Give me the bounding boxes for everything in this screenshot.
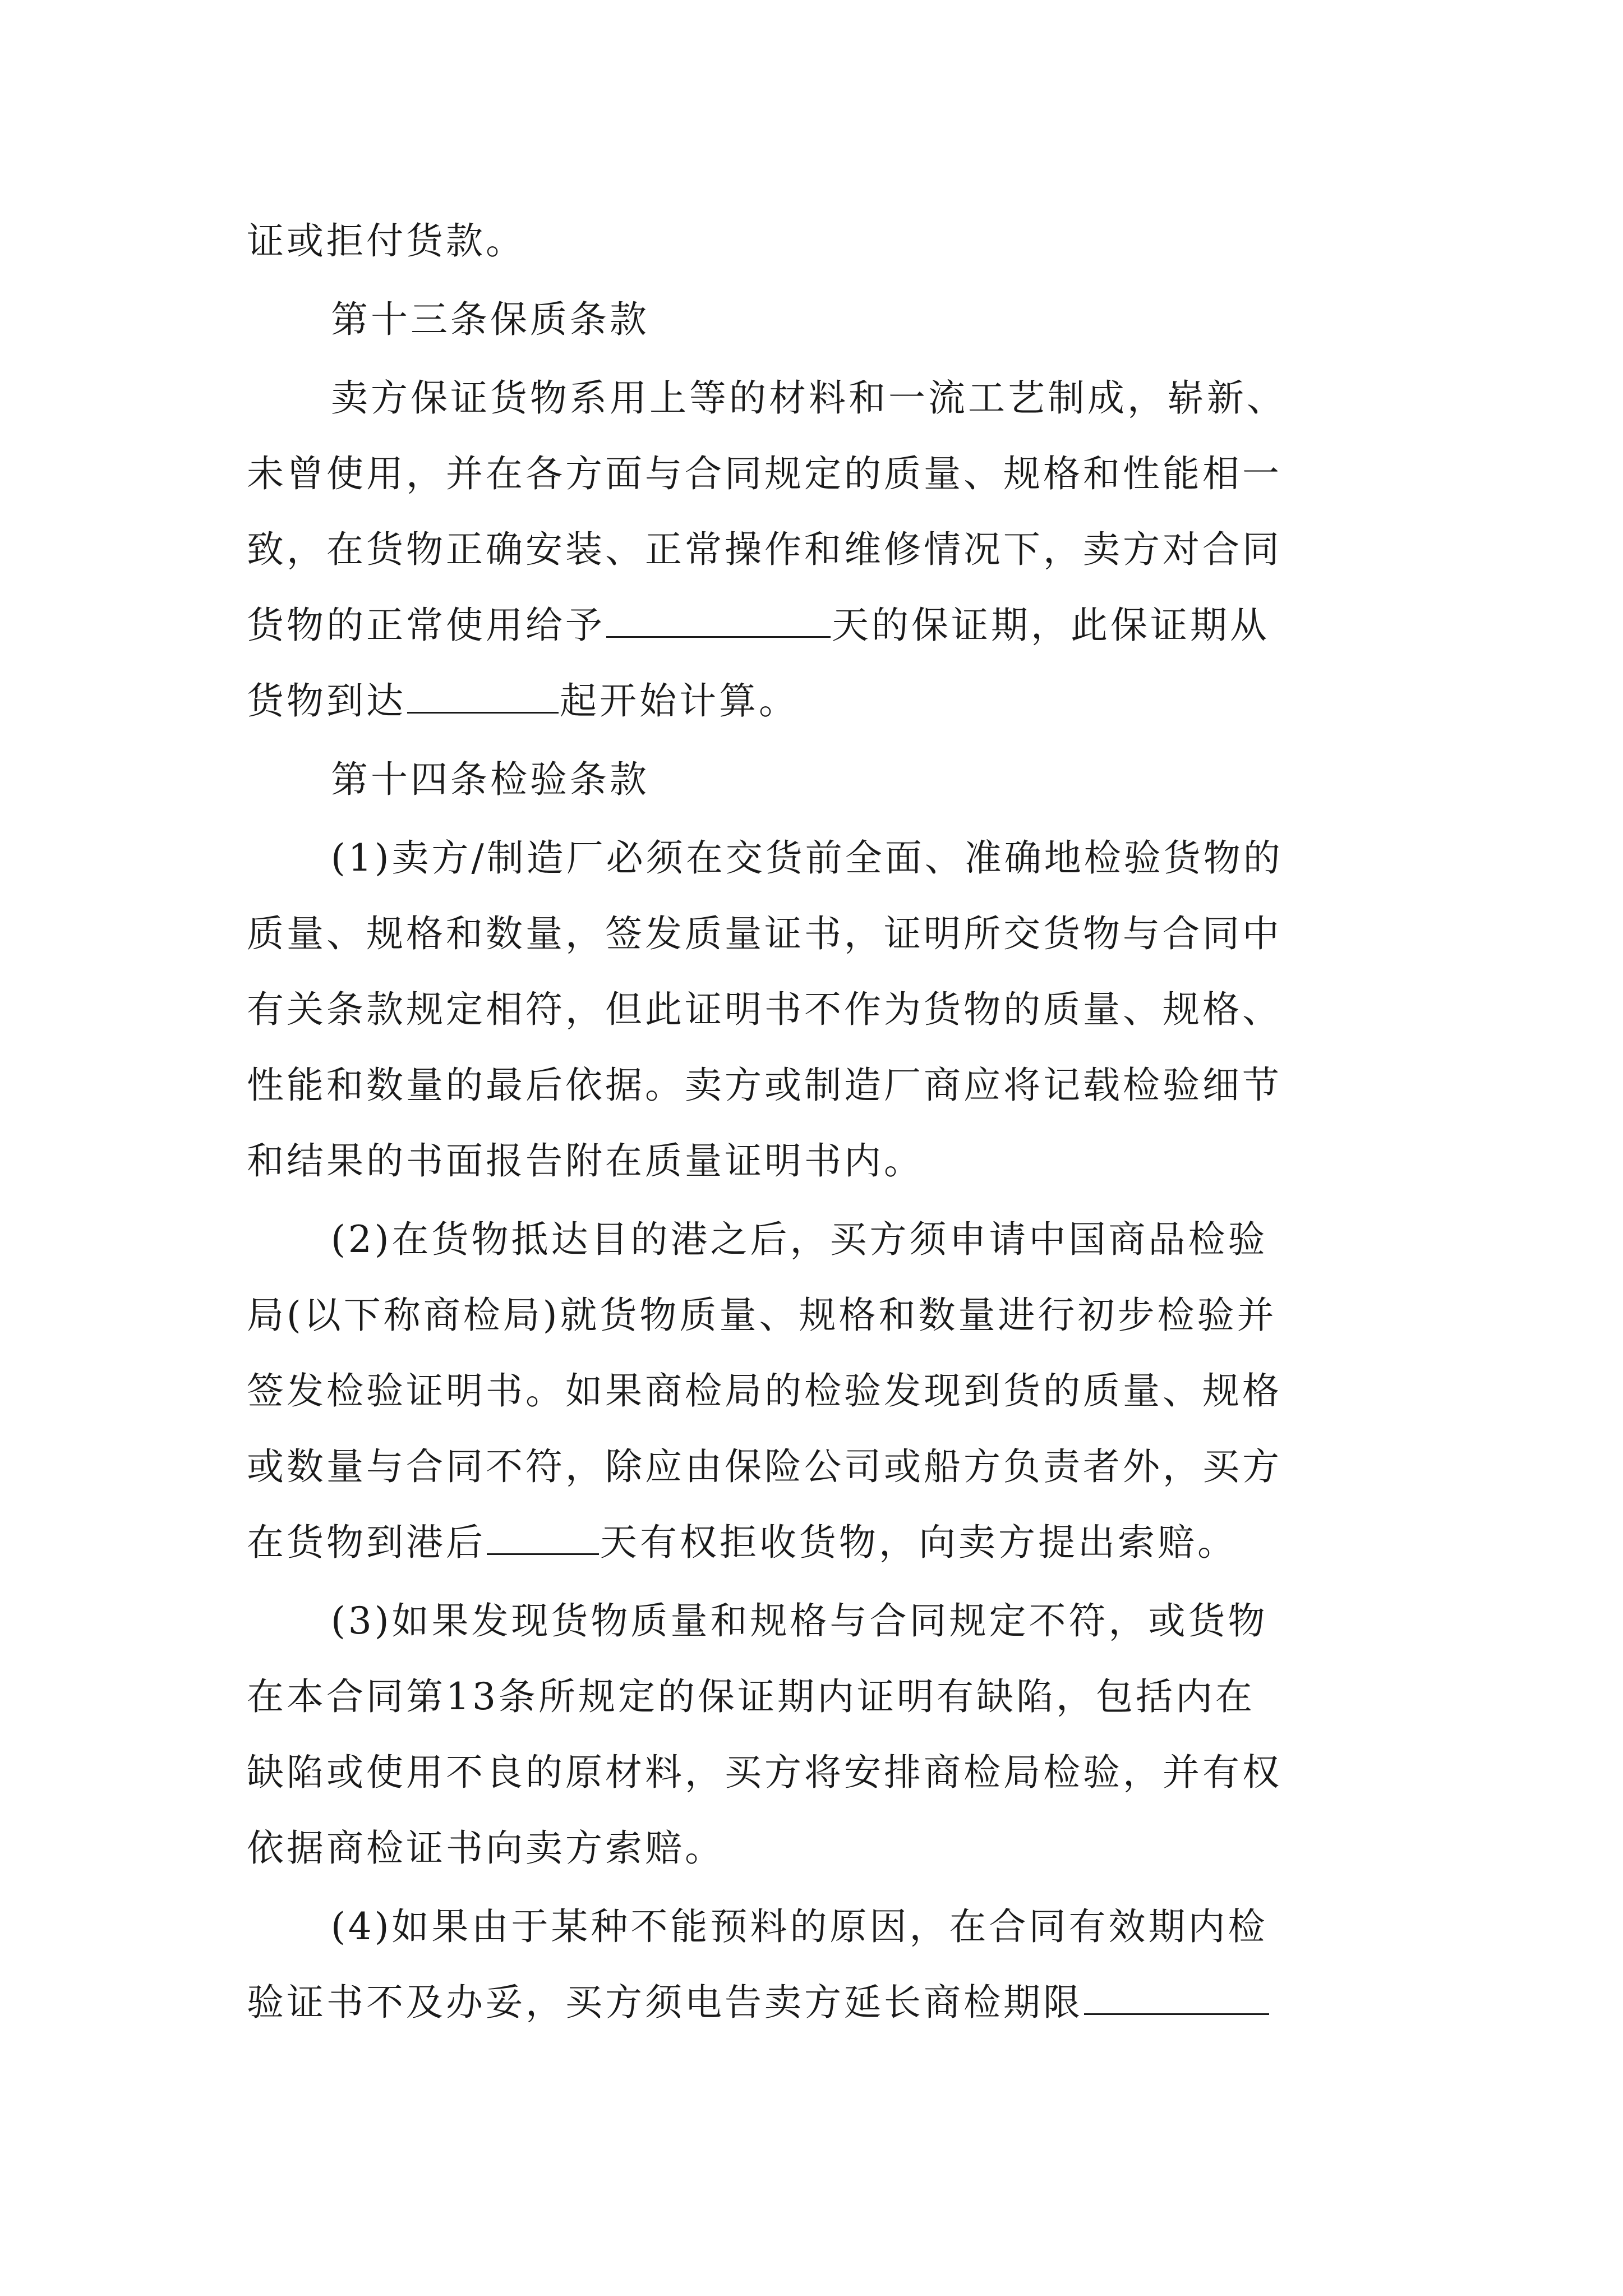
- paragraph-line: 在本合同第13条所规定的保证期内证明有缺陷，包括内在: [247, 1675, 1255, 1718]
- paragraph-line: 致，在货物正确安装、正常操作和维修情况下，卖方对合同: [247, 528, 1282, 571]
- paragraph-line: [247, 586, 1391, 665]
- section-heading-13: 第十三条保质条款: [331, 298, 649, 341]
- section-heading-14: 第十四条检验条款: [331, 758, 649, 801]
- paragraph-line: 未曾使用，并在各方面与合同规定的质量、规格和性能相一: [247, 452, 1282, 495]
- paragraph-line: [247, 1963, 1391, 2042]
- line-text: 货物的正常使用给予: [247, 604, 605, 647]
- paragraph-line: 卖方保证货物系用上等的材料和一流工艺制成，崭新、: [331, 376, 1287, 420]
- fill-in-blank: [1084, 1981, 1269, 2015]
- paragraph-line: 和结果的书面报告附在质量证明书内。: [247, 1139, 924, 1182]
- line-text: 货物到达: [247, 679, 406, 723]
- line-text: 在货物到港后: [247, 1521, 486, 1564]
- paragraph-line: (1)卖方/制造厂必须在交货前全面、准确地检验货物的: [331, 836, 1283, 880]
- line-text: 起开始计算。: [560, 679, 799, 723]
- paragraph-line: (3)如果发现货物质量和规格与合同规定不符，或货物: [331, 1599, 1268, 1642]
- paragraph-line: 局(以下称商检局)就货物质量、规格和数量进行初步检验并: [247, 1294, 1277, 1337]
- paragraph-line: 缺陷或使用不良的原材料，买方将安排商检局检验，并有权: [247, 1751, 1282, 1794]
- fill-in-blank: [487, 1521, 599, 1555]
- paragraph-line: 依据商检证书向卖方索赔。: [247, 1826, 725, 1870]
- line-text: 天有权拒收货物，向卖方提出索赔。: [600, 1521, 1237, 1564]
- paragraph-line: 性能和数量的最后依据。卖方或制造厂商应将记载检验细节: [247, 1064, 1282, 1107]
- line-text: 验证书不及办妥，买方须电告卖方延长商检期限: [247, 1981, 1083, 2024]
- paragraph-line: 或数量与合同不符，除应由保险公司或船方负责者外，买方: [247, 1445, 1282, 1488]
- paragraph-line: 证或拒付货款。: [247, 219, 525, 263]
- paragraph-line: [247, 662, 1391, 740]
- paragraph-line: [247, 1503, 1391, 1582]
- paragraph-line: 质量、规格和数量，签发质量证书，证明所交货物与合同中: [247, 912, 1282, 955]
- paragraph-line: (4)如果由于某种不能预料的原因，在合同有效期内检: [331, 1905, 1268, 1948]
- line-text: 天的保证期，此保证期从: [832, 604, 1270, 647]
- paragraph-line: 签发检验证明书。如果商检局的检验发现到货的质量、规格: [247, 1369, 1282, 1412]
- paragraph-line: (2)在货物抵达目的港之后，买方须申请中国商品检验: [331, 1218, 1268, 1261]
- fill-in-blank: [606, 604, 831, 638]
- paragraph-line: 有关条款规定相符，但此证明书不作为货物的质量、规格、: [247, 988, 1282, 1031]
- fill-in-blank: [407, 679, 559, 714]
